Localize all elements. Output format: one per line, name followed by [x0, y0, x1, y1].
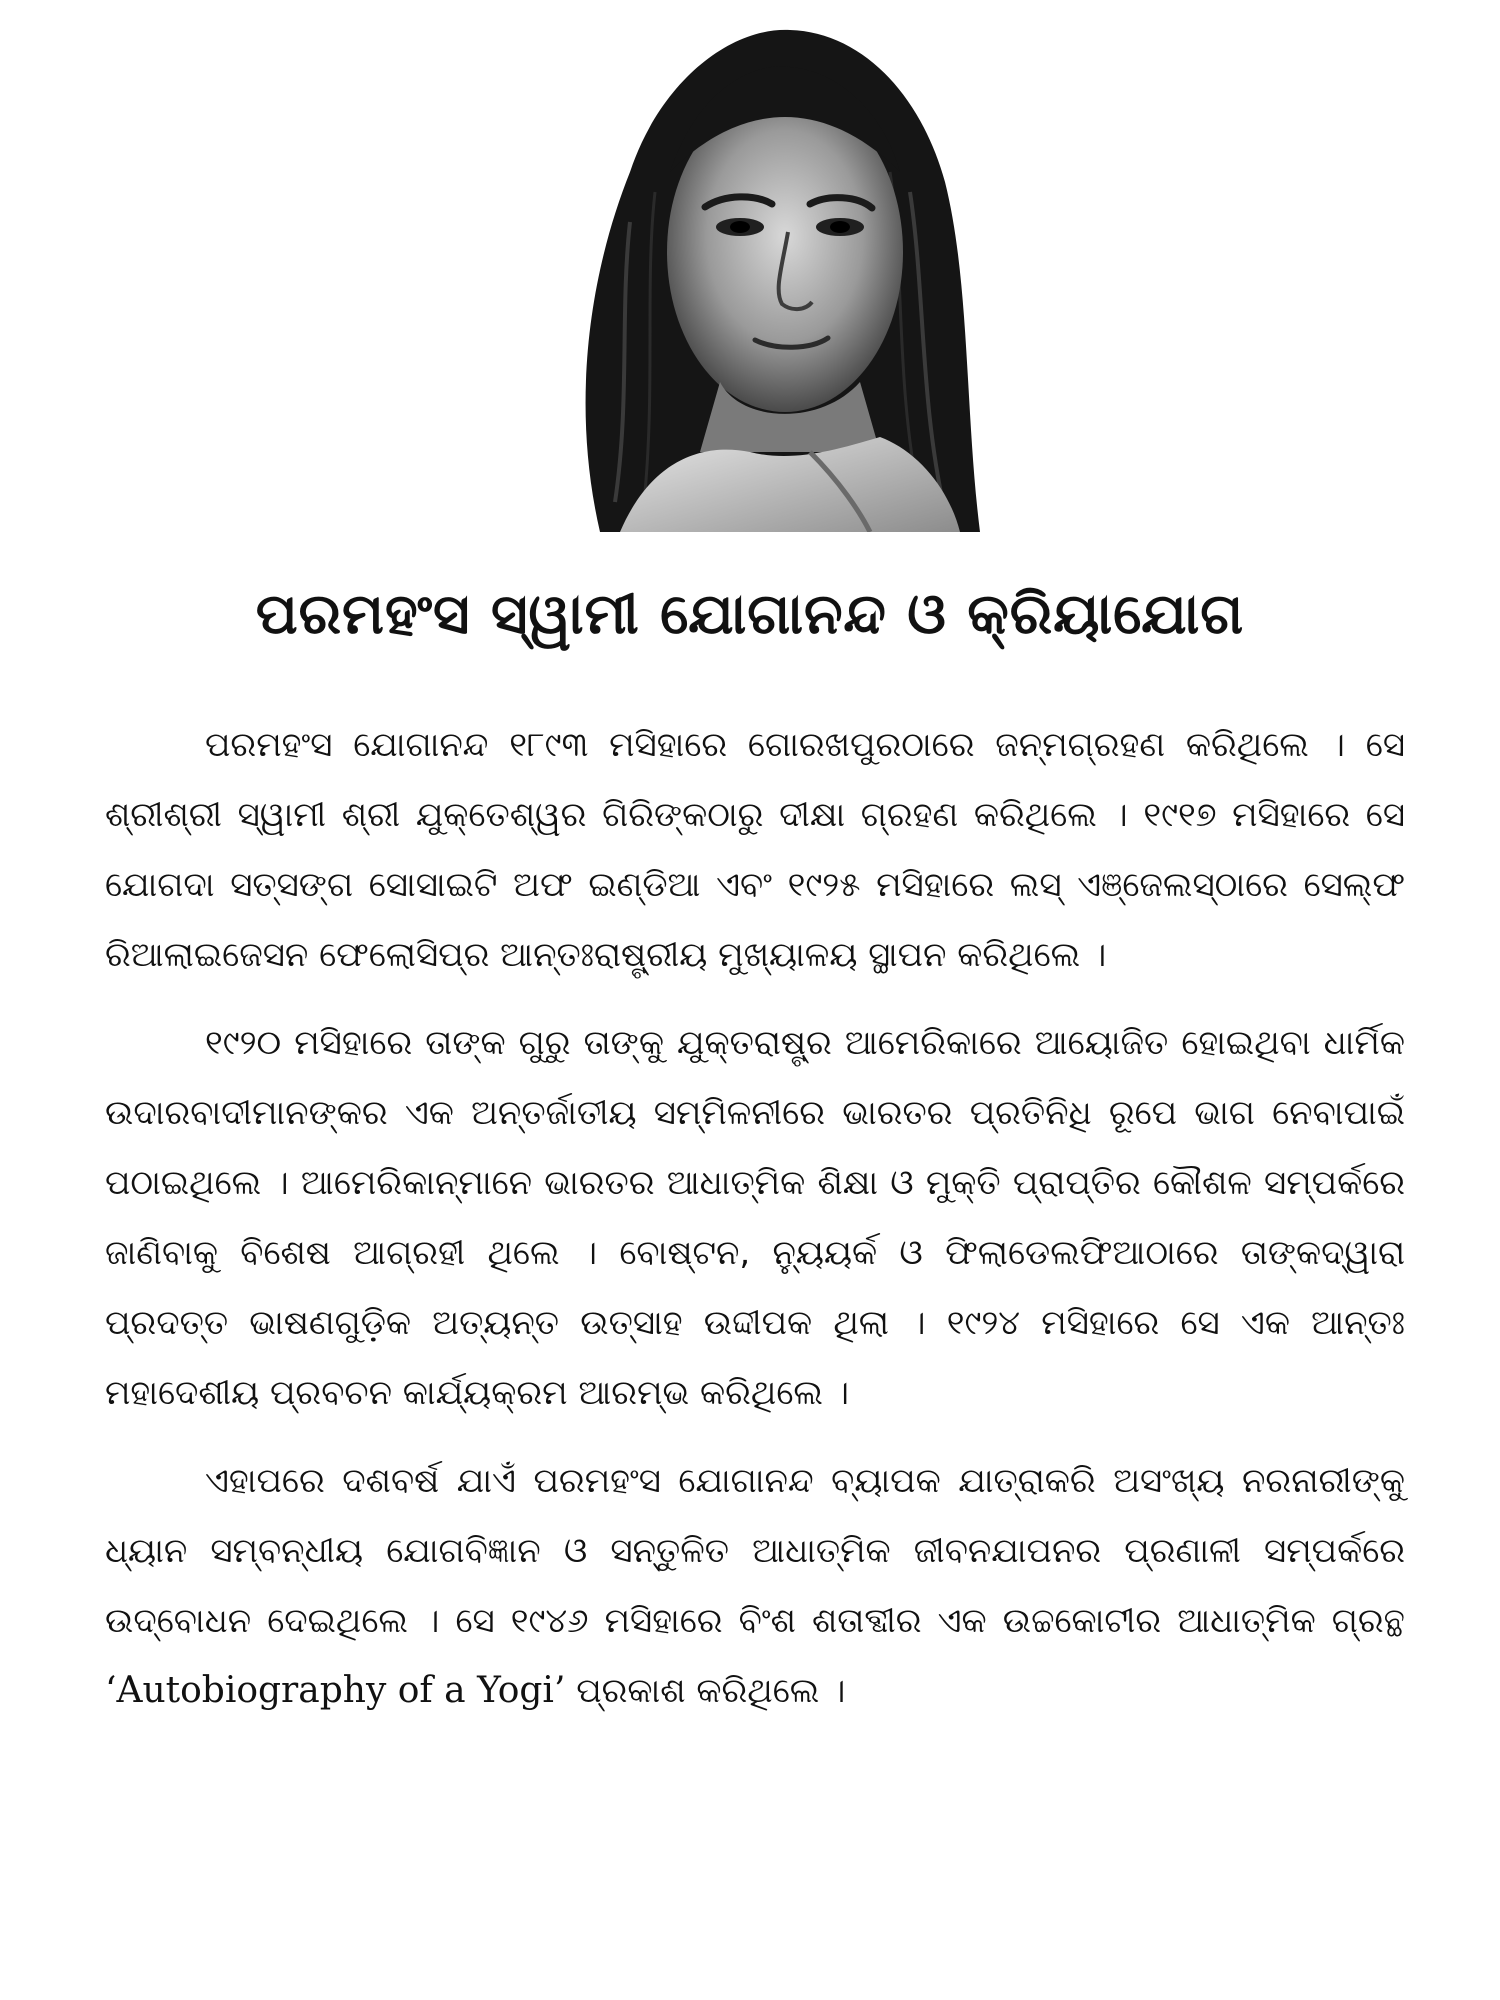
page-title: ପରମହଂସ ସ୍ୱାମୀ ଯୋଗାନନ୍ଦ ଓ କ୍ରିୟାଯୋଗ — [255, 582, 1245, 647]
paragraph-3-text-before: ଏହାପରେ ଦଶବର୍ଷ ଯାଏଁ ପରମହଂସ ଯୋଗାନନ୍ଦ ବ୍ୟାପକ ଯାତ୍ରାକରି ଅସଂଖ୍ୟ ନରନାରୀଙ୍କୁ ଧ୍ୟାନ ସମ୍ବନ୍ଧୀୟ ଯୋଗବିଜ୍ଞାନ ଓ ସନ୍ତୁଳିତ ଆଧାତ୍ମିକ ଜୀବନଯାପନର ପ୍ରଣାଳୀ ସମ୍ପର୍କରେ ଉଦ୍‌ବୋଧନ ଦେଇଥିଲେ । ସେ ୧୯୪୬ ମସିହାରେ ବିଂଶ ଶତାବ୍ଦୀର ଏକ ଉଚ୍ଚକୋଟୀର ଆଧାତ୍ମିକ ଗ୍ରନ୍ଥ — [105, 1461, 1405, 1641]
paragraph-3-text-after: ପ୍ରକାଶ କରିଥିଲେ । — [565, 1671, 846, 1711]
paragraph-3 — [105, 1446, 1405, 1726]
portrait-illustration — [560, 22, 980, 532]
article-body — [105, 710, 1405, 1744]
paragraph-1: ପରମହଂସ ଯୋଗାନନ୍ଦ ୧୮୯୩ ମସିହାରେ ଗୋରଖପୁରଠାରେ ଜନ୍ମଗ୍ରହଣ କରିଥିଲେ । ସେ ଶ୍ରୀଶ୍ରୀ ସ୍ୱାମୀ ଶ୍ରୀ ଯୁକ୍ତେଶ୍ୱର ଗିରିଙ୍କଠାରୁ ଦୀକ୍ଷା ଗ୍ରହଣ କରିଥିଲେ । ୧୯୧୭ ମସିହାରେ ସେ ଯୋଗଦା ସତ୍‌ସଙ୍ଗ ସୋସାଇଟି ଅଫ ଇଣ୍ଡିଆ ଏବଂ ୧୯୨୫ ମସିହାରେ ଲସ୍ ଏଞ୍ଜେଲସ୍‌ଠାରେ ସେଲ୍‌ଫ ରିଆଲାଇଜେସନ ଫେଲୋସିପ୍‌ର ଆନ୍ତଃରାଷ୍ଟ୍ରୀୟ ମୁଖ୍ୟାଳୟ ସ୍ଥାପନ କରିଥିଲେ । — [105, 725, 1405, 975]
book-title: ‘Autobiography of a Yogi’ — [105, 1670, 566, 1711]
paragraph-2: ୧୯୨୦ ମସିହାରେ ତାଙ୍କ ଗୁରୁ ତାଙ୍କୁ ଯୁକ୍ତରାଷ୍ଟ୍ର ଆମେରିକାରେ ଆୟୋଜିତ ହୋଇଥିବା ଧାର୍ମିକ ଉଦାରବାଦୀମାନଙ୍କର ଏକ ଅନ୍ତର୍ଜାତୀୟ ସମ୍ମିଳନୀରେ ଭାରତର ପ୍ରତିନିଧି ରୂପେ ଭାଗ ନେବାପାଇଁ ପଠାଇଥିଲେ । ଆମେରିକାନ୍‌ମାନେ ଭାରତର ଆଧାତ୍ମିକ ଶିକ୍ଷା ଓ ମୁକ୍ତି ପ୍ରାପ୍ତିର କୌଶଳ ସମ୍ପର୍କରେ ଜାଣିବାକୁ ବିଶେଷ ଆଗ୍ରହୀ ଥିଲେ । ବୋଷ୍ଟନ, ନ୍ୟୁୟର୍କ ଓ ଫିଲାଡେଲଫିଆଠାରେ ତାଙ୍କଦ୍ୱାରା ପ୍ରଦତ୍ତ ଭାଷଣଗୁଡ଼ିକ ଅତ୍ୟନ୍ତ ଉତ୍ସାହ ଉଦ୍ଦୀପକ ଥିଲା । ୧୯୨୪ ମସିହାରେ ସେ ଏକ ଆନ୍ତଃ ମହାଦେଶୀୟ ପ୍ରବଚନ କାର୍ଯ୍ୟକ୍ରମ ଆରମ୍ଭ କରିଥିଲେ । — [105, 1023, 1405, 1413]
portrait-photo — [560, 22, 980, 532]
